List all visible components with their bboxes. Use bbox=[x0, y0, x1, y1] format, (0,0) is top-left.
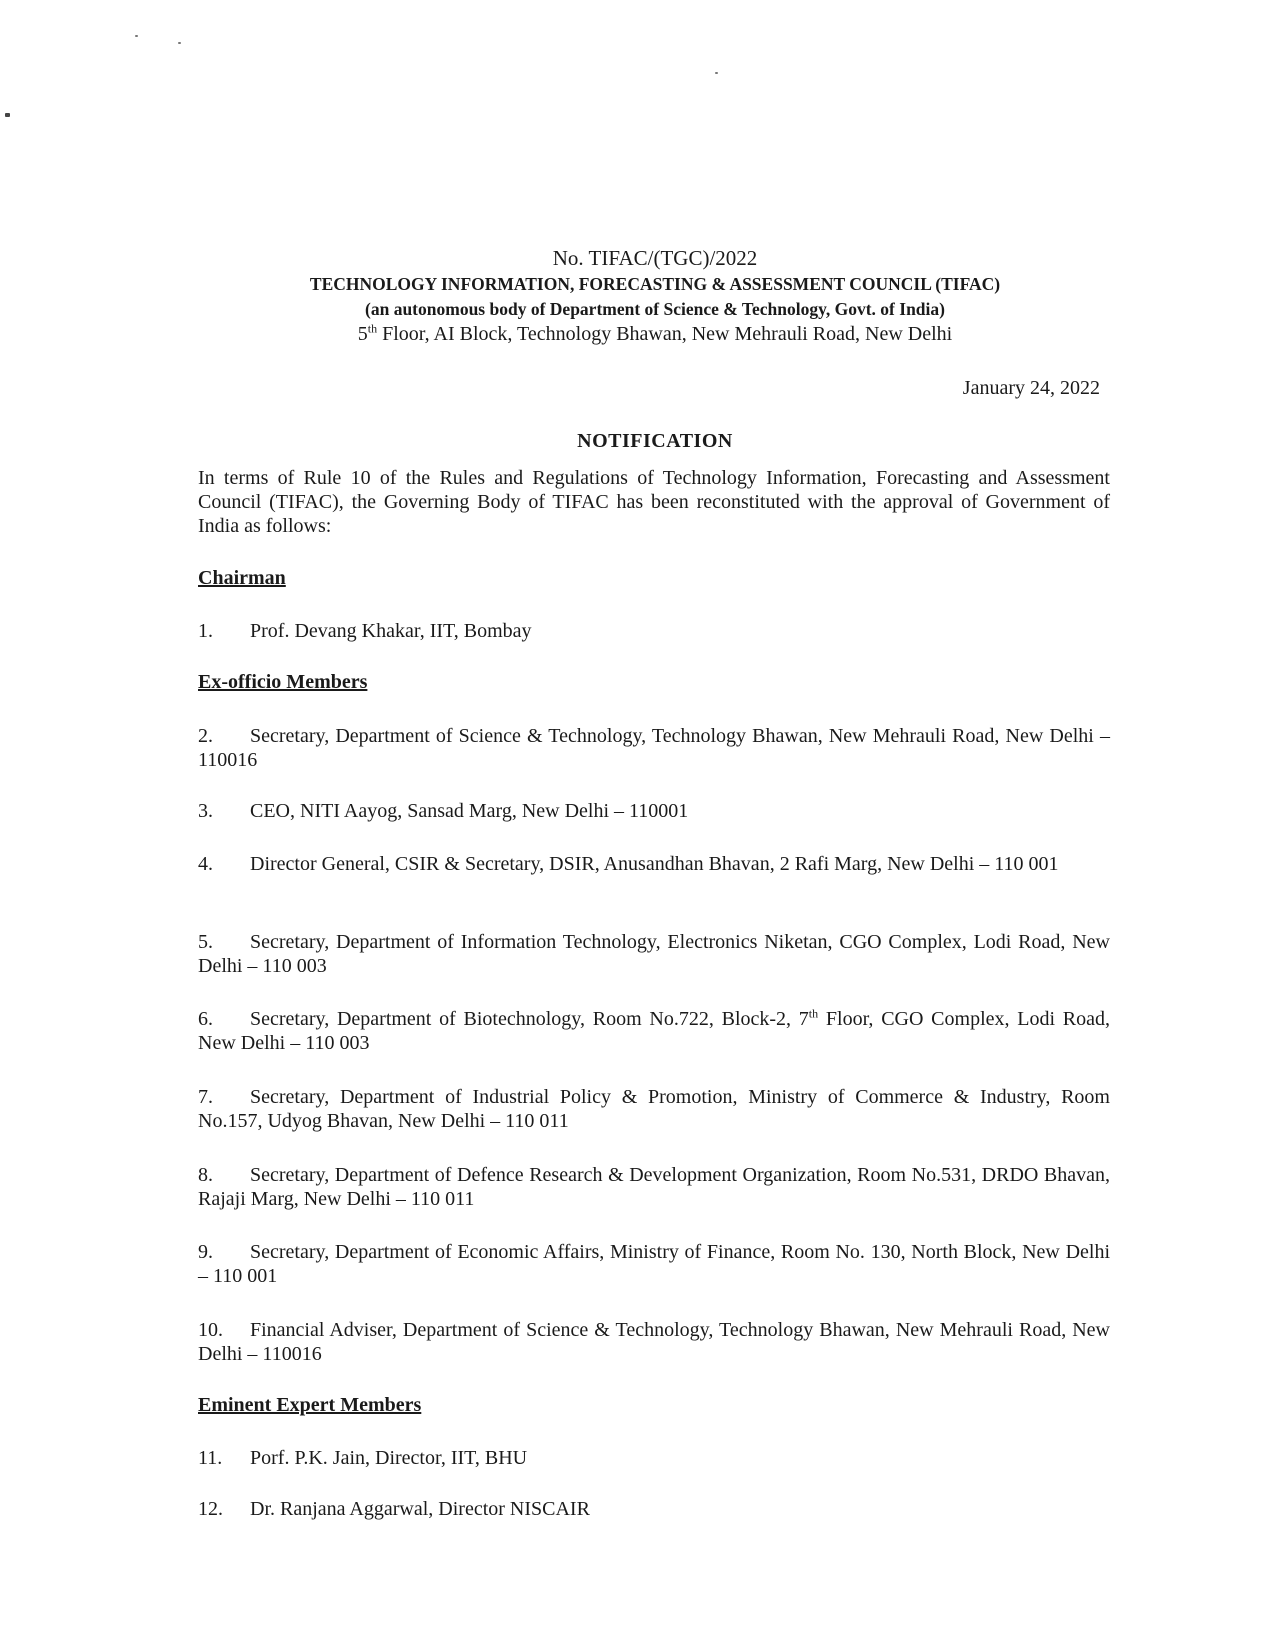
member-number: 7. bbox=[198, 1086, 213, 1108]
parent-body: (an autonomous body of Department of Science & Technology, Govt. of India) bbox=[365, 299, 945, 319]
member-item bbox=[198, 1318, 1110, 1366]
member-text: Secretary, Department of Science & Technology, Technology Bhawan, New Mehrauli Road, New Delhi – 110016 bbox=[198, 725, 1110, 771]
member-item bbox=[198, 1446, 1110, 1470]
member-number: 12. bbox=[198, 1498, 223, 1520]
member-text: Secretary, Department of Defence Research & Development Organization, Room No.531, DRDO Bhavan, Rajaji Marg, New Delhi – 110 011 bbox=[198, 1164, 1110, 1210]
section-chairman: Chairman bbox=[198, 567, 286, 589]
member-number: 8. bbox=[198, 1164, 213, 1186]
member-number: 5. bbox=[198, 931, 213, 953]
section-eminent-experts: Eminent Expert Members bbox=[198, 1394, 422, 1416]
member-text-superscript: th bbox=[808, 1006, 819, 1021]
member-number: 4. bbox=[198, 853, 213, 875]
organization-name: TECHNOLOGY INFORMATION, FORECASTING & ASSESSMENT COUNCIL (TIFAC) bbox=[309, 274, 1001, 294]
member-text: Secretary, Department of Industrial Policy & Promotion, Ministry of Commerce & Industry, Room No.157, Udyog Bhavan, New Delhi – 110 011 bbox=[198, 1086, 1110, 1132]
member-text: Floor, CGO Complex, Lodi Road, New Delhi – 110 003 bbox=[198, 1008, 1110, 1054]
member-number: 9. bbox=[198, 1241, 213, 1263]
member-item bbox=[198, 930, 1110, 978]
scan-speck bbox=[135, 35, 138, 37]
member-item bbox=[198, 1007, 1110, 1055]
reference-number: No. TIFAC/(TGC)/2022 bbox=[552, 246, 758, 270]
scan-speck bbox=[178, 42, 181, 44]
member-text: Secretary, Department of Information Technology, Electronics Niketan, CGO Complex, Lodi Road, New Delhi – 110 003 bbox=[198, 931, 1110, 977]
member-number: 1. bbox=[198, 620, 213, 642]
member-text: Secretary, Department of Economic Affairs, Ministry of Finance, Room No. 130, North Block, New Delhi – 110 001 bbox=[198, 1241, 1110, 1287]
member-text: Financial Adviser, Department of Science & Technology, Technology Bhawan, New Mehrauli Road, New Delhi – 110016 bbox=[198, 1319, 1110, 1365]
address-floor-number: 5 bbox=[357, 323, 368, 345]
scan-speck bbox=[715, 72, 718, 74]
intro-paragraph: In terms of Rule 10 of the Rules and Regulations of Technology Information, Forecasting and Assessment Council (TIFAC), the Governing Body of TIFAC has been reconstituted with the approval of Government of India as follows: bbox=[198, 467, 1110, 537]
member-text: Prof. Devang Khakar, IIT, Bombay bbox=[250, 620, 532, 642]
member-number: 11. bbox=[198, 1447, 223, 1469]
member-item bbox=[198, 1163, 1110, 1211]
member-item bbox=[198, 799, 1110, 823]
member-item bbox=[198, 1497, 1110, 1521]
member-item bbox=[198, 619, 1110, 643]
member-item bbox=[198, 1240, 1110, 1288]
member-item bbox=[198, 852, 1110, 876]
member-number: 2. bbox=[198, 725, 213, 747]
member-number: 10. bbox=[198, 1319, 223, 1341]
member-text: Director General, CSIR & Secretary, DSIR, Anusandhan Bhavan, 2 Rafi Marg, New Delhi – 110 001 bbox=[250, 853, 1059, 875]
address-floor-suffix: th bbox=[367, 321, 378, 336]
section-ex-officio: Ex-officio Members bbox=[198, 671, 368, 693]
member-number: 3. bbox=[198, 800, 213, 822]
member-text: Secretary, Department of Biotechnology, Room No.722, Block-2, 7 bbox=[250, 1008, 809, 1030]
address bbox=[200, 321, 1110, 347]
member-text: Dr. Ranjana Aggarwal, Director NISCAIR bbox=[250, 1498, 590, 1520]
address-text: Floor, AI Block, Technology Bhawan, New Mehrauli Road, New Delhi bbox=[377, 323, 953, 345]
member-item bbox=[198, 1085, 1110, 1133]
member-number: 6. bbox=[198, 1008, 213, 1030]
scan-speck bbox=[5, 113, 10, 117]
member-text: Porf. P.K. Jain, Director, IIT, BHU bbox=[250, 1447, 528, 1469]
notification-title: NOTIFICATION bbox=[577, 430, 733, 452]
member-text: CEO, NITI Aayog, Sansad Marg, New Delhi – 110001 bbox=[250, 800, 689, 822]
member-item bbox=[198, 724, 1110, 772]
notification-date: January 24, 2022 bbox=[962, 377, 1100, 399]
document-header bbox=[200, 245, 1110, 347]
